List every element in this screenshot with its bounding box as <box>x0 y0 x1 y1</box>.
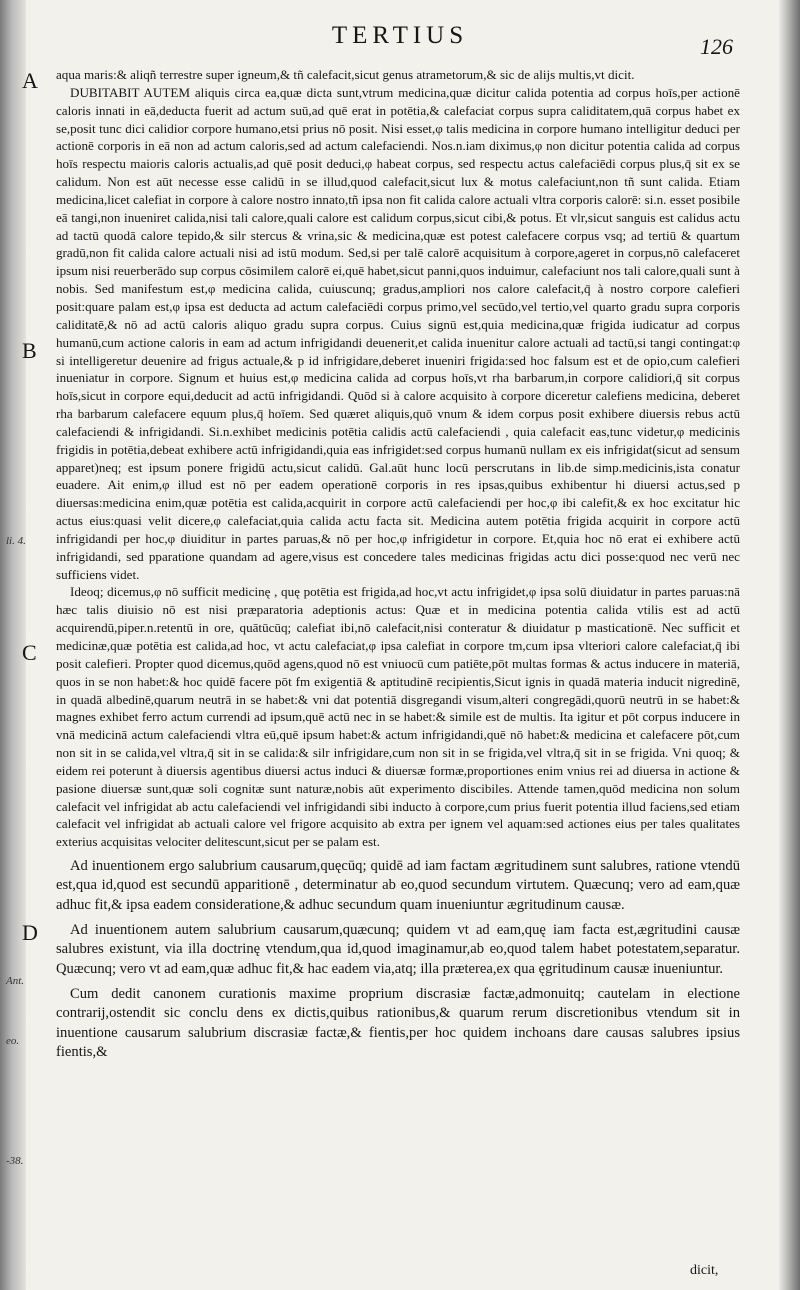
paragraph-commentary: Cum dedit canonem curationis maxime proprium discrasiæ factæ,admonuitq; cautelam in electione contrarij,ostendit sic conclu dens ex dictis,quibus rationibus,& quarum rerum discretionibus vtendum sit in inuentione causarum salubrium discrasiæ factæ,& fientis,per hoc quidem inchoans dare causas salubres ipsius fientis,& <box>56 985 740 1060</box>
margin-note: eo. <box>6 1035 20 1047</box>
paragraph: Ideoq; dicemus,φ nō sufficit medicinę , quę potētia est frigida,ad hoc,vt actu infrigidet,φ ipsa solū diuidatur in partes paruas:nā hæc talis diuisio nō est nisi præparatoria adeptionis actus: Quæ et in medicina potentia calida vtilis est ad actū acquirendū,piper.n.retentū in ore, quātūcūq; calefiat ibi,nō calefacit,nisi conteratur & diuidatur p masticationē. Nec sufficit et medicinæ,quæ potētia est calida,ad hoc, vt actu calefaciat,φ ipsa calefiat in corpore tm,cum ipsa vlteriori calore calefaciat,q̄ ibi posit calefieri. Propter quod dicemus,quōd agens,quod nō est vniuocū cum patiēte,pōt multas formas & actus inducere in materiā, quos in se non habet:& hoc quidē facere pōt fm exigentiā & aptitudinē recipientis,Sicut ignis in quadā materia inducit nigredinē, in quadā albedinē,quarum neutrā in se habet:& vni dat potentiā disgregandi visum,alteri congregādi,quorū neutrū in se habet:& magnes exhibet ferro actum currendi ad ipsum,quē actū nec in se habet:& simile est de multis. Ita igitur et pōt corpus inducere in vnā medicinā actum calefaciendi vltra eū,quē ipsum habet:& actum infrigidandi,quē nō habet:& medicina et calefacere pōt,cum non sit in se calida,vel vltra,q̄ sit in se calida:& silr infrigidare,cum non sit in se frigida,vel vltra,q̄ sit in se frigida. Vni quoq; & eidem rei poterunt à diuersis agentibus diuersi actus induci & diuersæ formæ,proportiones enim vnius rei ad diuersa in actione & pasione diuersæ sunt,quæ soli cognitæ sunt naturæ,nobis aūt experimento discibiles. Attende tamen,quōd medicina non solum calefacit vel infrigidat ab actu calefaciendi vel infrigidandi sibi inducto à corpore,cum prius fuerit potentia illud faciens,sed etiam calefacit vel infrigidat ab actuali calore vel frigore acquisito ab extra per ignem vel aquam:sed actiones eius per tales qualitates exterius acquisitas velociter delitescunt,sicut per se palam est. <box>56 584 740 850</box>
catchword: dicit, <box>690 1263 719 1278</box>
margin-letter-d: D <box>22 920 38 945</box>
margin-note: -38. <box>6 1155 24 1167</box>
paragraph-text: Ad inuentionem ergo salubrium causarum,quęcūq; quidē ad iam factam ægritudinem sunt salubres, ratione vtendū est,qua id,quod est secundū apparitionē , determinatur ab eo,quod secundum virtutem. Quæcunq; vero ad eam,quæ adhuc fit,& ipsa eadem consideratione,& adhuc secundum quam inueniuntur ægritudinum causæ. <box>56 858 740 913</box>
margin-note: Ant. <box>6 975 25 987</box>
body-text <box>56 66 740 1062</box>
margin-letter-b: B <box>22 338 37 363</box>
paragraph: DUBITABIT AUTEM aliquis circa ea,quæ dicta sunt,vtrum medicina,quæ dicitur calida potentia ad corpus hoīs,per actionē caloris innati in eā,deducta fuerit ad actum suū,ad quē erat in potētia,& calefaciat corpus supra caliditatem,quā corpus habet ex se,posit tunc dici calidior corpore humano,etsi prius nō posit. Nisi esset,φ talis medicina in corpore humano intelligitur deduci per actionē corporis in eā non ad actum caloris,sed ad actum calefaciendi. Nos.n.iam diximus,φ non dicitur potentia calida ad corpus hoīs respectu maioris caloris actualis,ad quē posit deduci,φ habeat corpus, sed respectu actus calefaciēdi corpus plus,q̄ sit ex se calidum. Non est aūt necesse esse calidū in se illud,quod calefacit,sicut lux & motus calefaciunt,non tñ sunt calida. Etiam medicina,licet calefiat in corpore à calore nostro innato,tñ ipsa non fit calida calore actuali vltra corporis calorē: si.n. esset posibile eā tangi,non inueniret calida,nisi tali calore,quali calore est calidum corpus,sicut cibi,& potus. Et vlr,sicut sanguis est calidus actu ad tactū quodā calore tepido,& silr stercus & vrina,sic & medicina,quæ est potest calefacere corpus vsq; ad tertiū & quartum gradū,non fit calida calore actuali nisi ad istū modum. Sed,si per talē calorē acquisitum à corpore,ageret in corpus,nō calefaceret ipsum nisi reuerberādo sup corpus cōsimilem calorē ei,quē habet,sicut panni,quos induimur, calefaciunt nos tali calore,quali sunt à nobis. Sed manifestum est,φ medicina calida, cuiuscunq; gradus,ampliori nos calore calefacit,q̄ à nostro corpore calefieri posit:quare palam est,φ ipsa est deducta ad actum calefaciēdi corpus primo,vel secūdo,vel tertio,vel quarto gradu supra corporis caliditatē,& nō ad actū caloris aliquo gradu supra corpus. Cuius signū est,quia medicina,quæ frigida iudicatur ad corpus humanū,cum actione caloris in eam ad actum infrigidandi deuenerit,et calida inuenitur calore actuali ad tactū,si tangi contingat:φ si intelligeretur deuenire ad frigus actuale,& p id infrigidare,deberet inueniri frigida:sed hoc falsum est et de opio,cum calefieri inueniatur in corpore. Signum et huius est,φ medicina calida ad corpus hoīs,vt rha barbarum,in corpore calidiori,q̄ sit corpus hoīs,sicut in corpore equi,deducit ad actū infrigidandi. Quōd si à calore acquisito à corpore diceretur calefiens medicina, deberet rha barbarum calefacere equum plus,q̄ hoīem. Sed quæret aliquis,quō vnum & idem corpus posit exhibere diuersis rebus actū calefaciendi & infrigidandi. Si.n.exhibet medicinis potētia calidis actū calefaciendi , quia calefacit eas,tunc videtur,φ medicinis frigidis in potētia,debeat exhibere actū infrigidandi,quia eas infrigidet:sed corpus humanū nullam ex eis infrigidat(sicut ad sensum apparet)neq; est ipsum ponere frigidū actu,sicut calidū. Gal.aūt hunc locū perscrutans in lib.de simp.medicinis,ista conatur euadere. Ait enim,φ illud est nō per eadem operationē corporis in res ipsas,quibus exhibentur hi diuersi actus,sed p diuersas:medicina enim,quæ potētia est calida,acquirit in corpore actū calefaciendi per hoc,φ ibi calefit,& ex hoc excitatur hic actus eius:quasi velit dicere,φ calefaciat,quia calida actu facta sit. Medicina autem potētia frigida acquirit in corpore actū infrigidandi per hoc,φ diuiditur in partes paruas,& nō per hoc,φ infrigidetur in corpore. Et,quia hoc nō erat ei exhibere actū infrigidandi, sed pparatione quandam ad agere,visus est concedere tales medicinas frigidas actu dici posse:quod nec verū nec sufficiens videt. <box>56 84 740 582</box>
paragraph-text: Ad inuentionem autem salubrium causarum,quæcunq; quidem vt ad eam,quę iam facta est,ægritudini causæ salubres existunt, via illa doctrinę vtendum,qua id,quod imaginamur,ab eo,quod talem habet potestatem,separatur. Quæcunq; vero vt ad eam,quæ adhuc fit,& hac eadem via,atq; illa præterea,ex qua ęgritudinum causæ inueniuntur. <box>56 922 740 977</box>
folio-number: 126 <box>700 34 733 59</box>
margin-note: li. 4. <box>6 535 26 547</box>
paragraph: aqua maris:& aliqñ terrestre super igneum,& tñ calefacit,sicut genus atrametorum,& sic de alijs multis,vt dicit. <box>56 67 635 82</box>
page-edge <box>778 0 800 1290</box>
running-head: TERTIUS <box>331 22 469 49</box>
margin-letter-a: A <box>22 68 38 93</box>
margin-letter-c: C <box>22 640 37 665</box>
